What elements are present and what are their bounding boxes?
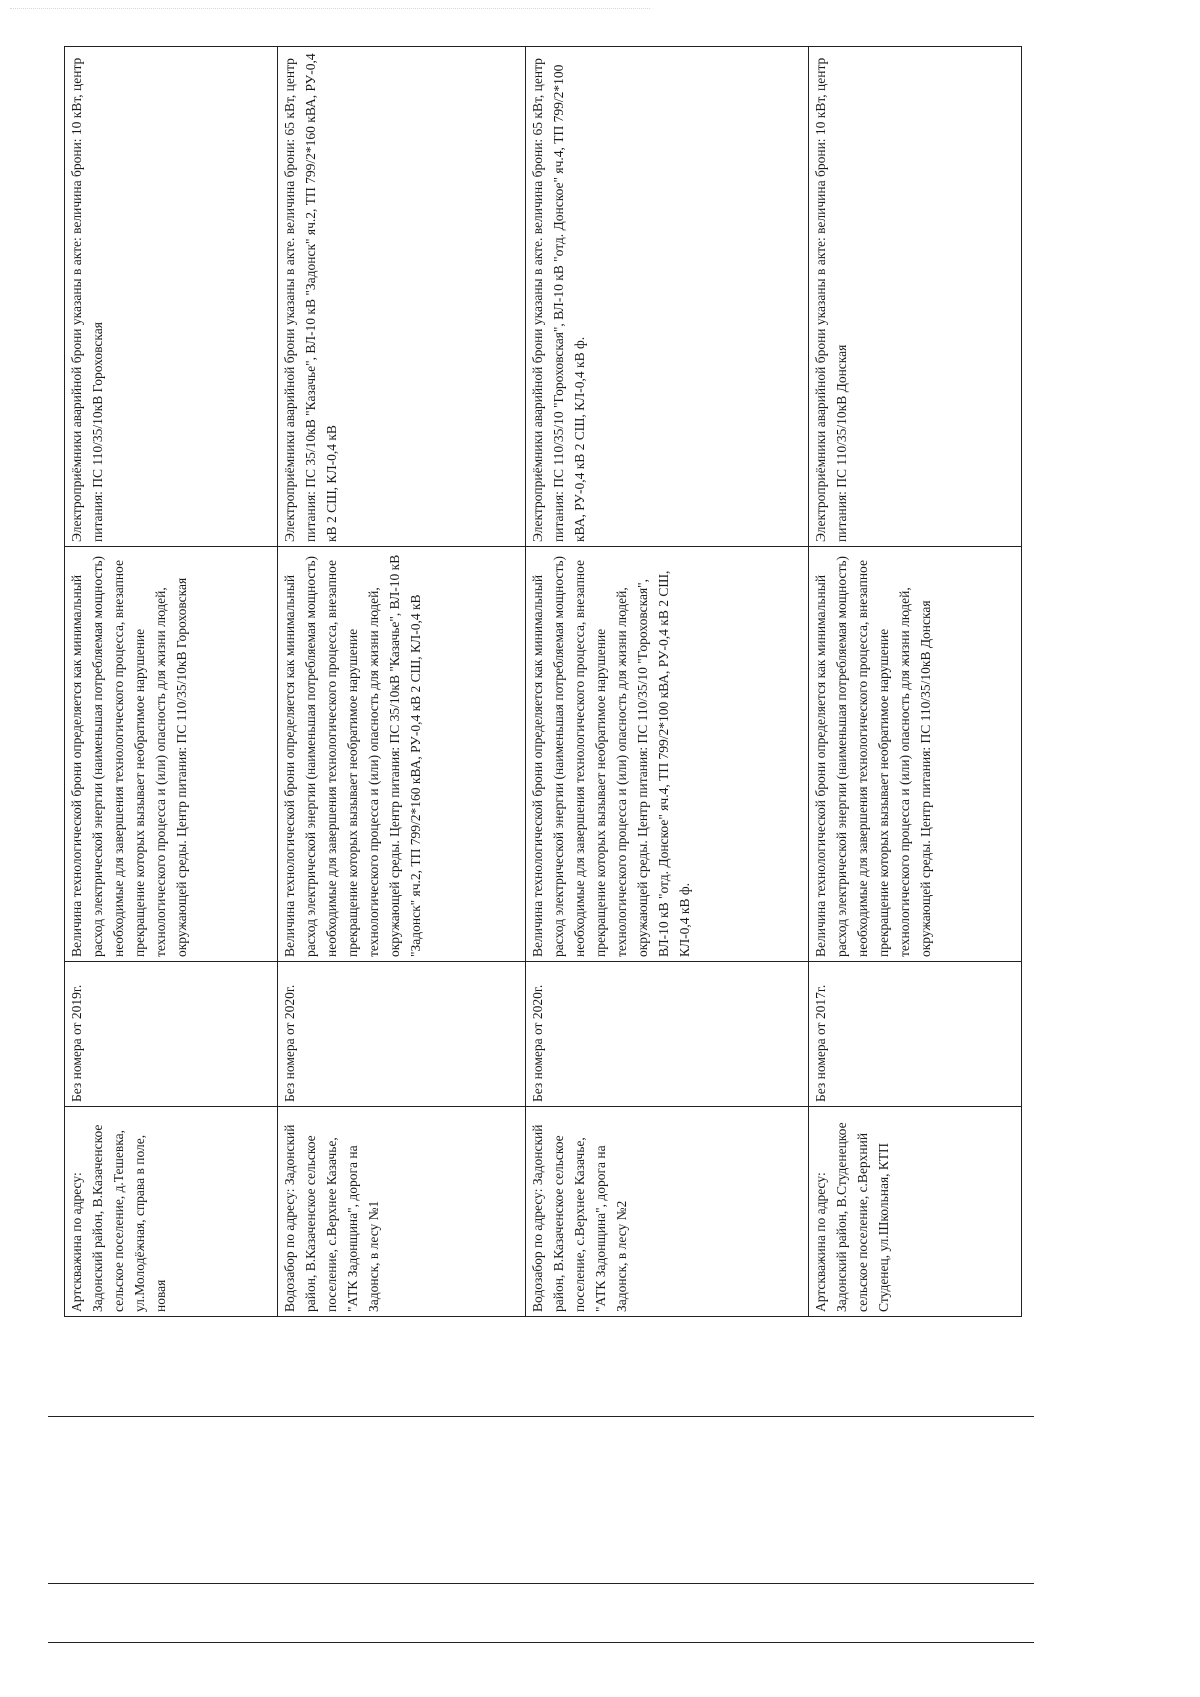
act-cell: Без номера от 2019г. (65, 962, 278, 1107)
scan-artifact-line (10, 8, 650, 9)
rotated-table-wrapper (64, 47, 1022, 1317)
table-row (278, 47, 526, 1317)
object-cell: Артскважина по адресу: Задонский район, В.Казаченское сельское поселение, д.Тешевка, ул.Молодёжная, справа в поле, новая (65, 1107, 278, 1317)
signature-line (48, 1416, 1034, 1417)
emergency-reserve-cell: Электроприёмники аварийной брони указаны в акте. величина брони: 65 кВт, центр питания: ПС 35/10кВ "Казачье", ВЛ-10 кВ "Задонск" яч.2, ТП 799/2*160 кВА, РУ-0,4 кВ 2 СШ, КЛ-0,4 кВ (278, 47, 526, 547)
signature-line (48, 1642, 1034, 1643)
table-row (526, 47, 809, 1317)
act-cell: Без номера от 2020г. (278, 962, 526, 1107)
object-cell: Артскважина по адресу: Задонский район, В.Студенецкое сельское поселение, с.Верхний Студенец, ул.Школьная, КТП (808, 1107, 1021, 1317)
table-row (808, 47, 1021, 1317)
tech-reserve-cell: Величина технологической брони определяется как минимальный расход электрической энергии (наименьшая потребляемая мощность) необходимые для завершения технологического процесса, внезапное прекращение которых вызывает необратимое нарушение технологического процесса и (или) опасность для жизни людей, окружающей среды. Центр питания: ПС 110/35/10кВ Донская (808, 547, 1021, 962)
signature-line (48, 1583, 1034, 1584)
object-cell: Водозабор по адресу: Задонский район, В.Казаченское сельское поселение, с.Верхнее Казачье, "АТК Задонщина", дорога на Задонск, в лесу №1 (278, 1107, 526, 1317)
tech-reserve-cell: Величина технологической брони определяется как минимальный расход электрической энергии (наименьшая потребляемая мощность) необходимые для завершения технологического процесса, внезапное прекращение которых вызывает необратимое нарушение технологического процесса и (или) опасность для жизни людей, окружающей среды. Центр питания: ПС 35/10кВ "Казачье", ВЛ-10 кВ "Задонск" яч.2, ТП 799/2*160 кВА, РУ-0,4 кВ 2 СШ, КЛ-0,4 кВ (278, 547, 526, 962)
act-cell: Без номера от 2020г. (526, 962, 809, 1107)
table-row (65, 47, 278, 1317)
tech-reserve-cell: Величина технологической брони определяется как минимальный расход электрической энергии (наименьшая потребляемая мощность) необходимые для завершения технологического процесса, внезапное прекращение которых вызывает необратимое нарушение технологического процесса и (или) опасность для жизни людей, окружающей среды. Центр питания: ПС 110/35/10кВ Гороховская (65, 547, 278, 962)
tech-reserve-cell: Величина технологической брони определяется как минимальный расход электрической энергии (наименьшая потребляемая мощность) необходимые для завершения технологического процесса, внезапное прекращение которых вызывает необратимое нарушение технологического процесса и (или) опасность для жизни людей, окружающей среды. Центр питания: ПС 110/35/10 "Гороховская", ВЛ-10 кВ "отд. Донское" яч.4, ТП 799/2*100 кВА, РУ-0,4 кВ 2 СШ, КЛ-0,4 кВ ф. (526, 547, 809, 962)
reserve-table (64, 46, 1022, 1317)
emergency-reserve-cell: Электроприёмники аварийной брони указаны в акте: величина брони: 10 кВт, центр питания: ПС 110/35/10кВ Донская (808, 47, 1021, 547)
act-cell: Без номера от 2017г. (808, 962, 1021, 1107)
emergency-reserve-cell: Электроприёмники аварийной брони указаны в акте. величина брони: 65 кВт, центр питания: ПС 110/35/10 "Гороховская", ВЛ-10 кВ "отд. Донское" яч.4, ТП 799/2*100 кВА, РУ-0,4 кВ 2 СШ, КЛ-0,4 кВ ф. (526, 47, 809, 547)
object-cell: Водозабор по адресу: Задонский район, В.Казаченское сельское поселение, с.Верхнее Казачье, "АТК Задонщина", дорога на Задонск, в лесу №2 (526, 1107, 809, 1317)
emergency-reserve-cell: Электроприёмники аварийной брони указаны в акте: величина брони: 10 кВт, центр питания: ПС 110/35/10кВ Гороховская (65, 47, 278, 547)
